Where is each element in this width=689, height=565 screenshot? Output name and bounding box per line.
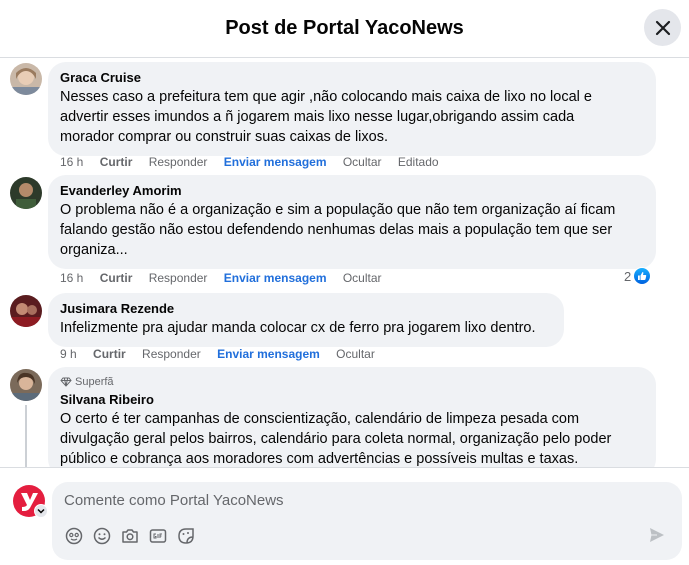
comment-bubble <box>48 175 656 269</box>
reply-button[interactable]: Responder <box>142 347 201 361</box>
close-button[interactable] <box>644 9 681 46</box>
comment-actions <box>60 347 388 361</box>
comment-time[interactable]: 16 h <box>60 155 84 169</box>
like-button[interactable]: Curtir <box>93 347 126 361</box>
thread-line <box>25 405 27 467</box>
thumbs-up-icon <box>633 267 651 285</box>
comment-input[interactable] <box>64 488 664 512</box>
comment-bubble <box>48 62 656 156</box>
dialog-header <box>0 0 689 58</box>
comment-author[interactable]: Evanderley Amorim <box>60 183 182 198</box>
avatar[interactable] <box>10 177 42 209</box>
chevron-down-icon <box>37 508 45 514</box>
comment-author[interactable]: Silvana Ribeiro <box>60 392 154 407</box>
emoji-icon <box>93 527 111 545</box>
diamond-icon <box>60 377 72 387</box>
comment-author[interactable]: Graca Cruise <box>60 70 141 85</box>
comment-author[interactable]: Jusimara Rezende <box>60 301 175 316</box>
comment-box <box>52 482 682 560</box>
send-message-button[interactable]: Enviar mensagem <box>223 271 327 285</box>
avatar[interactable] <box>10 63 42 95</box>
avatar-sticker-button[interactable] <box>64 526 84 546</box>
profile-switcher[interactable] <box>34 504 48 518</box>
comment-actions <box>60 155 452 169</box>
reply-button[interactable]: Responder <box>148 155 208 169</box>
comment-text: O problema não é a organização e sim a população que não tem organização aí ficam falando gestão não estou defendendo nenhumas delas mais a população tem que ser organiza... <box>60 202 616 258</box>
like-button[interactable]: Curtir <box>99 271 133 285</box>
reaction-count: 2 <box>624 268 632 284</box>
avatar[interactable] <box>10 369 42 401</box>
comment-text: O certo é ter campanhas de conscientização, calendário de limpeza pesada com divulgação geral pelos bairros, calendário para coleta normal, organização pelo poder público e cobrança aos moradores com advertências e possíveis multas e taxas. <box>60 411 612 467</box>
close-icon <box>655 20 671 36</box>
comment-time[interactable]: 16 h <box>60 271 84 285</box>
sticker-icon <box>177 527 195 545</box>
comments-list[interactable] <box>0 59 689 467</box>
hide-button[interactable]: Ocultar <box>342 155 382 169</box>
gif-button[interactable] <box>148 526 168 546</box>
gif-icon <box>149 527 167 545</box>
comment-text: Infelizmente pra ajudar manda colocar cx de ferro pra jogarem lixo dentro. <box>60 320 536 336</box>
comment-time[interactable]: 9 h <box>60 347 77 361</box>
camera-icon <box>121 527 139 545</box>
top-fan-badge: Superfã <box>60 375 644 389</box>
reaction-summary[interactable] <box>624 267 651 285</box>
send-button[interactable] <box>648 526 668 546</box>
send-message-button[interactable]: Enviar mensagem <box>223 155 327 169</box>
comment-bubble <box>48 293 564 347</box>
comment-text: Nesses caso a prefeitura tem que agir ,não colocando mais caixa de lixo no local e advertir esses imundos a ñ jogarem mais lixo nesse lugar,obrigando assim cada morador comprar ou construir suas caixas de lixos. <box>60 89 592 145</box>
composer-tools <box>64 526 196 546</box>
like-button[interactable]: Curtir <box>99 155 133 169</box>
emoji-button[interactable] <box>92 526 112 546</box>
page-title: Post de Portal YacoNews <box>225 17 464 39</box>
comment-bubble <box>48 367 656 467</box>
hide-button[interactable]: Ocultar <box>342 271 382 285</box>
hide-button[interactable]: Ocultar <box>336 347 375 361</box>
comment-actions <box>60 271 395 285</box>
send-icon <box>648 526 666 544</box>
avatar-sticker-icon <box>65 527 83 545</box>
photo-button[interactable] <box>120 526 140 546</box>
avatar[interactable] <box>10 295 42 327</box>
comment-composer <box>0 467 689 565</box>
sticker-button[interactable] <box>176 526 196 546</box>
edited-label: Editado <box>397 155 439 169</box>
reply-button[interactable]: Responder <box>148 271 208 285</box>
send-message-button[interactable]: Enviar mensagem <box>217 347 320 361</box>
